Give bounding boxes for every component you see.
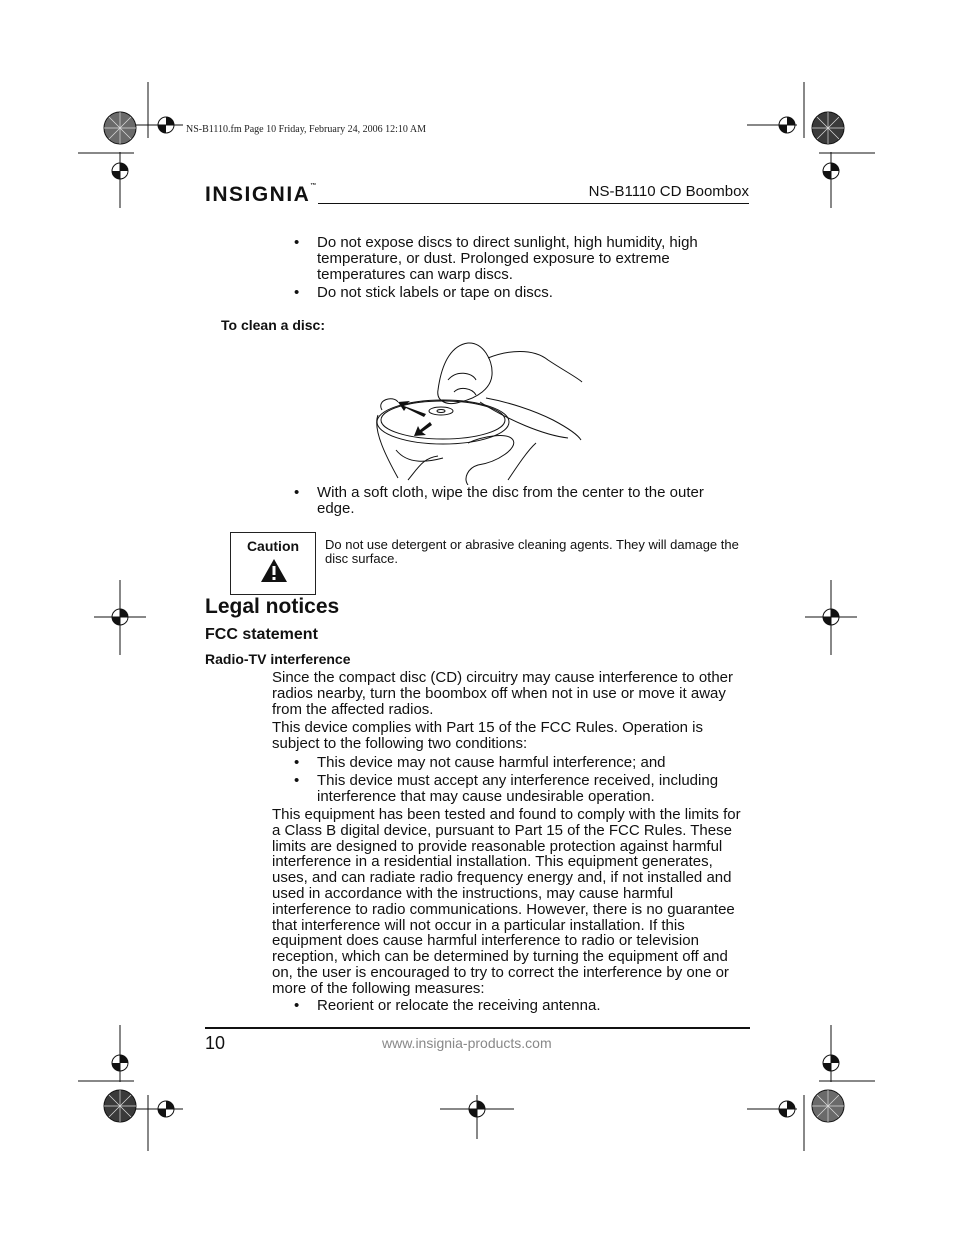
bullet-text: Do not expose discs to direct sunlight, high humidity, high temperature, or dust. Prolonged exposure to extreme temperatures can warp discs. [317,234,698,283]
fcc-statement-heading: FCC statement [205,626,318,643]
disc-cleaning-illustration [368,340,584,485]
product-title: NS-B1110 CD Boombox [588,183,749,200]
footer-rule [205,1027,750,1029]
paragraph: Since the compact disc (CD) circuitry may cause interference to other radios nearby, turn the boombox off when not in use or move it away from the affected radios. [272,669,734,718]
page-number: 10 [205,1033,226,1053]
warning-triangle-icon [260,558,288,583]
caution-box [230,532,316,595]
list-item: • This device may not cause harmful interference; and [294,754,666,771]
bullet-text: This device must accept any interference received, including interference that may cause undesirable operation. [317,772,719,805]
legal-notices-heading: Legal notices [205,595,340,618]
header-rule [318,203,749,204]
bullet-text: This device may not cause harmful interference; and [317,754,666,771]
clean-disc-heading: To clean a disc: [221,317,325,333]
bullet-text: Do not stick labels or tape on discs. [317,284,553,301]
file-slug: NS-B1110.fm Page 10 Friday, February 24, 2006 12:10 AM [186,124,426,135]
caution-label: Caution [246,538,300,554]
paragraph: This equipment has been tested and found to comply with the limits for a Class B digital device, pursuant to Part 15 of the FCC Rules. These limits are designed to provide reasonable protection against harmful interference in a residential installation. This equipment generates, uses, and can radiate radio frequency energy and, if not installed and used in accordance with the instructions, may cause harmful interference to radio communications. However, there is no guarantee that interference will not occur in a particular installation. If this equipment does cause harmful interference to radio or television reception, which can be determined by turning the equipment off and on, the user is encouraged to try to correct the interference by one or more of the following measures: [272,806,741,997]
list-item: • With a soft cloth, wipe the disc from the center to the outer edge. [294,484,704,517]
list-item: • This device must accept any interference received, including interference that may cause undesirable operation. [294,772,719,805]
caution-text: Do not use detergent or abrasive cleaning agents. They will damage the disc surface. [325,537,739,566]
bullet-text: Reorient or relocate the receiving antenna. [317,997,601,1014]
list-item: • Do not expose discs to direct sunlight, high humidity, high temperature, or dust. Prolonged exposure to extreme temperatures can warp discs. [294,234,698,283]
footer-url: www.insignia-products.com [382,1035,552,1051]
bullet-text: With a soft cloth, wipe the disc from the center to the outer edge. [317,484,704,517]
brand-trademark: ™ [310,183,317,189]
paragraph: This device complies with Part 15 of the FCC Rules. Operation is subject to the following two conditions: [272,719,704,752]
brand-name: INSIGNIA [205,183,311,206]
brand-logo [205,183,316,207]
list-item: • Do not stick labels or tape on discs. [294,284,553,301]
list-item: • Reorient or relocate the receiving antenna. [294,997,601,1014]
radio-tv-heading: Radio-TV interference [205,651,351,667]
